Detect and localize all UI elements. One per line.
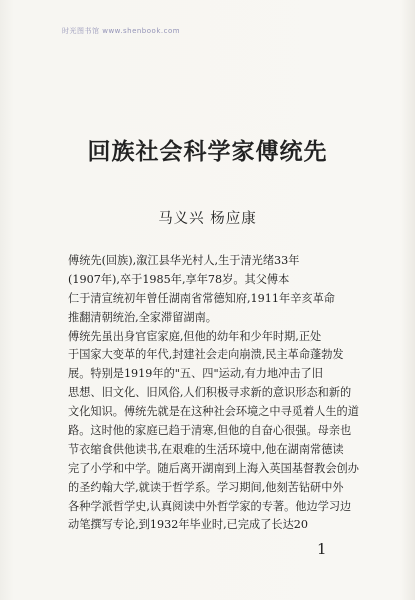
text-line: 展。特别是1919年的"五、四"运动,有力地冲击了旧 — [68, 367, 323, 381]
watermark: 时光图书馆 www.shenbook.com — [62, 27, 181, 35]
text-line: 路。这时他的家庭已趋于清寒,但他的自奋心很强。母亲也 — [68, 424, 352, 438]
text-line: 傅统先虽出身官宦家庭,但他的幼年和少年时期,正处 — [68, 329, 322, 343]
body-text — [68, 252, 368, 535]
text-line: (1907年),卒于1985年,享年78岁。其父傅本 — [68, 272, 290, 286]
text-line: 思想、旧文化、旧风俗,人们积极寻求新的意识形态和新的 — [68, 386, 352, 400]
text-line: 节衣缩食供他读书,在艰难的生活环境中,他在湖南常德读 — [68, 442, 344, 456]
text-line: 仁于清宣统初年曾任湖南省常德知府,1911年辛亥革命 — [68, 291, 335, 305]
text-line: 的圣约翰大学,就读于哲学系。学习期间,他刻苦钻研中外 — [68, 480, 344, 494]
page-number: 1 — [317, 540, 327, 558]
article-title: 回族社会科学家傅统先 — [87, 139, 328, 165]
text-line: 完了小学和中学。随后离开湖南到上海入英国基督教会创办 — [68, 461, 359, 475]
text-line: 于国家大变革的年代,封建社会走向崩溃,民主革命蓬勃发 — [68, 348, 344, 362]
article-authors: 马义兴 杨应康 — [158, 211, 257, 227]
text-line: 动笔撰写专论,到1932年毕业时,已完成了长达20 — [68, 518, 309, 532]
text-line: 推翻清朝统治,全家滞留湖南。 — [68, 310, 217, 324]
text-line: 傅统先(回族),溆江县华光村人,生于清光绪33年 — [68, 254, 300, 267]
text-line: 各种学派哲学史,认真阅读中外哲学家的专著。他边学习边 — [68, 499, 352, 513]
text-line: 文化知识。傅统先就是在这种社会环境之中寻觅着人生的道 — [68, 405, 359, 419]
